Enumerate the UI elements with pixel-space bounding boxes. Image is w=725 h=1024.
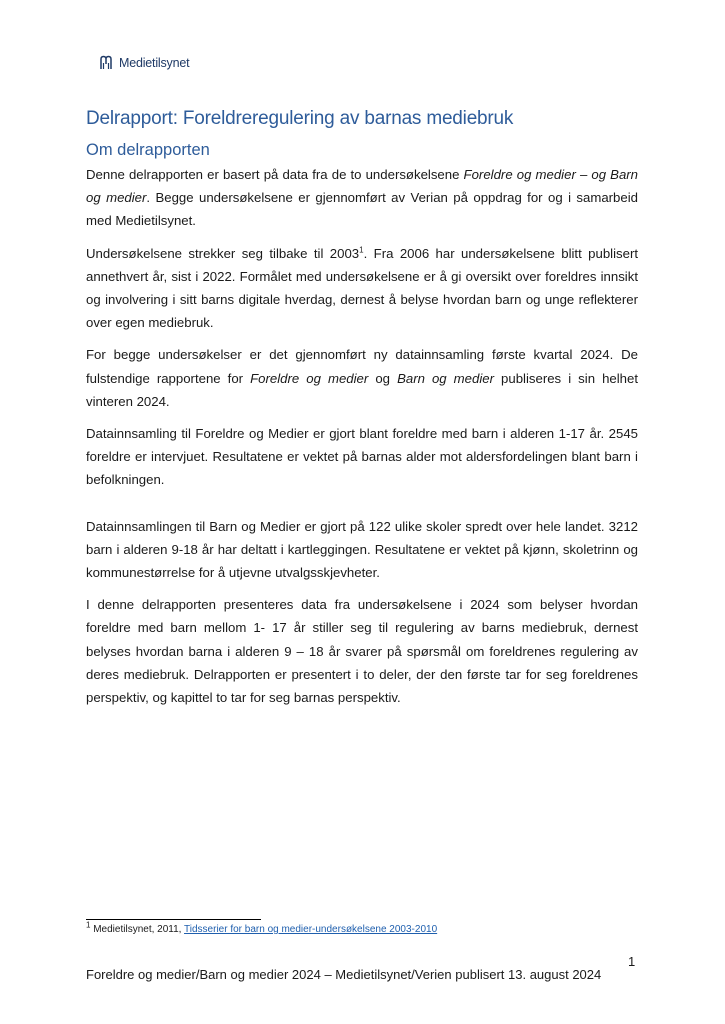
text: Undersøkelsene strekker seg tilbake til 2003	[86, 245, 360, 261]
paragraph-children-sample: Datainnsamlingen til Barn og Medier er gjort på 122 ulike skoler spredt over hele landet. 3212 barn i alderen 9-18 år har deltatt i kartleggingen. Resultatene er vektet på kjønn, skoletrinn og kommunestørrelse for å utjevne utvalgsskjevheter.	[86, 518, 638, 581]
text: . Begge undersøkelsene er gjennomført av Verian på oppdrag for og i samarbeid med Medietilsynet.	[86, 190, 638, 229]
medietilsynet-logo-icon	[99, 55, 115, 71]
page-number: 1	[628, 954, 636, 969]
text: publiseres i sin helhet vinteren 2024.	[86, 370, 639, 409]
logo-text: Medietilsynet	[119, 56, 190, 70]
paragraph-summary: I denne delrapporten presenteres data fra undersøkelsene i 2024 som belyser hvordan foreldre med barn mellom 1- 17 år stiller seg til regulering av barns mediebruk, dernest belyses hvordan barna i alderen 9 – 18 år svarer på spørsmål om foreldrenes regulering av deres mediebruk. Delrapporten er presentert i to deler, der den første tar for seg foreldrenes perspektiv, og kapittel to tar for seg barnas perspektiv.	[86, 597, 638, 706]
text: For begge undersøkelser er det gjennomført ny datainnsamling første kvartal 2024. De fulstendige rapportene for	[86, 347, 638, 386]
text: og	[368, 370, 398, 386]
italic-text: Foreldre og medier	[250, 370, 369, 386]
footnote-text: Medietilsynet, 2011,	[90, 924, 185, 935]
section-heading: Om delrapporten	[86, 141, 210, 159]
body-text	[86, 163, 638, 718]
footnote	[86, 920, 438, 935]
page-title: Delrapport: Foreldreregulering av barnas mediebruk	[86, 108, 514, 129]
page-footer: Foreldre og medier/Barn og medier 2024 – Medietilsynet/Verien publisert 13. august 2024	[86, 967, 602, 982]
paragraph-parents-sample: Datainnsamling til Foreldre og Medier er gjort blant foreldre med barn i alderen 1-17 år. 2545 foreldre er intervjuet. Resultatene er vektet på barnas alder mot aldersfordelingen blant barn i befolkningen.	[86, 426, 638, 488]
paragraph-collection	[86, 343, 638, 413]
paragraph-history	[86, 242, 638, 335]
text: . Fra 2006 har undersøkelsene blitt publisert annethvert år, sist i 2022. Formålet med undersøkelsene er å gi oversikt over foreldres innsikt og involvering i sitt barns digitale hverdag, dernest å belyse hvordan barn og unge reflekterer over egen mediebruk.	[86, 245, 639, 331]
italic-text: Foreldre og medier – og Barn og medier	[86, 167, 639, 206]
text: Denne delrapporten er basert på data fra de to undersøkelsene	[86, 167, 464, 182]
footnote-number: 1	[86, 920, 91, 930]
paragraph-intro	[86, 163, 638, 233]
footnote-link[interactable]: Tidsserier for barn og medier-undersøkelsene 2003-2010	[184, 924, 438, 935]
footnote-ref[interactable]: 1	[359, 245, 364, 255]
medietilsynet-logo	[99, 55, 189, 71]
footnote-divider	[86, 919, 261, 920]
italic-text: Barn og medier	[397, 370, 494, 386]
